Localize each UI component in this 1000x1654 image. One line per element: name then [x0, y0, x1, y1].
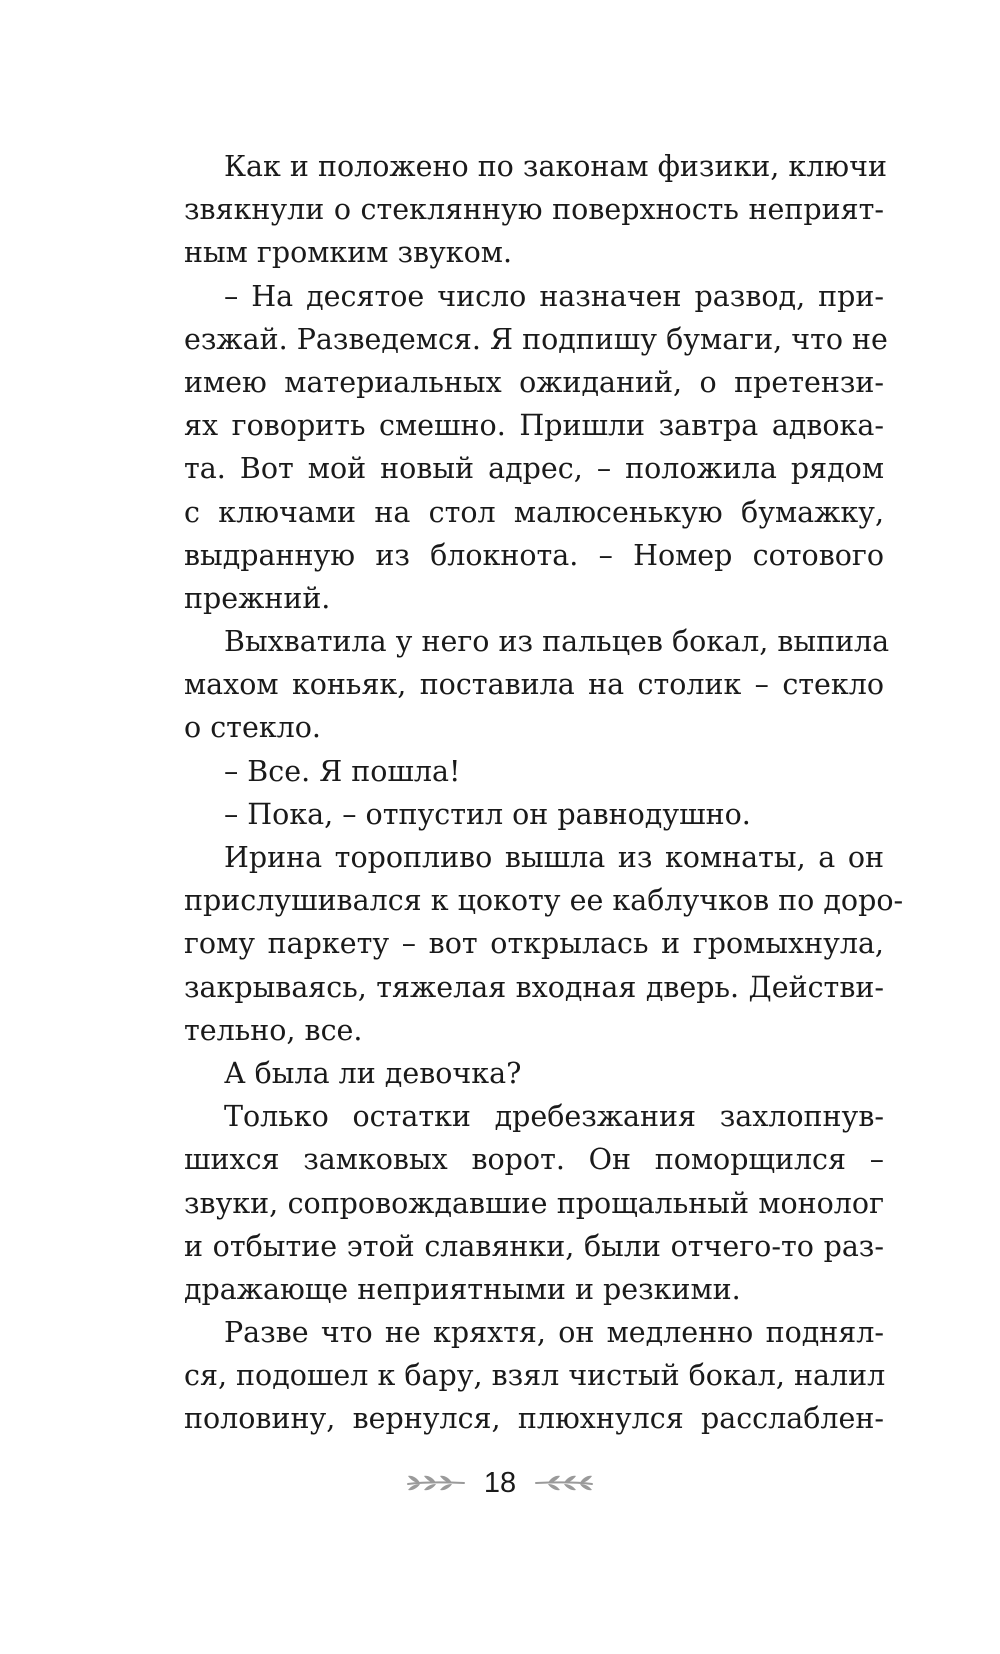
- text-line: Выхватила у него из пальцев бокал, выпила: [224, 625, 890, 659]
- text-line: прислушивался к цокоту ее каблучков по доро-: [184, 884, 904, 918]
- leaf-branch-right-icon: [534, 1472, 594, 1494]
- text-line: махом коньяк, поставила на столик – стекло: [184, 668, 884, 702]
- text-line: половину, вернулся, плюхнулся расслаблен-: [184, 1402, 884, 1436]
- text-line: звуки, сопровождавшие прощальный монолог: [184, 1186, 884, 1220]
- text-line: та. Вот мой новый адрес, – положила рядом: [184, 452, 884, 486]
- text-line: и отбытие этой славянки, были отчего-то раз-: [184, 1229, 884, 1263]
- text-line: ях говорить смешно. Пришли завтра адвока-: [184, 409, 884, 443]
- page-body-text: [184, 145, 904, 1441]
- text-line: прежний.: [184, 581, 331, 615]
- text-line: Только остатки дребезжания захлопнув-: [224, 1100, 884, 1134]
- text-line: с ключами на стол малюсенькую бумажку,: [184, 495, 884, 529]
- text-line: ся, подошел к бару, взял чистый бокал, налил: [184, 1359, 886, 1393]
- text-line: – Пока, – отпустил он равнодушно.: [224, 797, 751, 831]
- page-footer: [0, 1460, 1000, 1506]
- text-line: закрываясь, тяжелая входная дверь. Действи-: [184, 970, 884, 1004]
- text-line: дражающе неприятными и резкими.: [184, 1272, 741, 1306]
- text-line: Как и положено по законам физики, ключи: [224, 150, 887, 183]
- text-line: – Все. Я пошла!: [224, 754, 461, 788]
- text-line: ным громким звуком.: [184, 236, 513, 270]
- text-line: шихся замковых ворот. Он поморщился –: [184, 1143, 884, 1177]
- text-line: Разве что не кряхтя, он медленно поднял-: [224, 1316, 884, 1350]
- leaf-branch-left-icon: [406, 1472, 466, 1494]
- text-line: Ирина торопливо вышла из комнаты, а он: [224, 841, 884, 874]
- text-line: гому паркету – вот открылась и громыхнула,: [184, 927, 884, 961]
- text-line: А была ли девочка?: [224, 1056, 522, 1090]
- text-line: выдранную из блокнота. – Номер сотового: [184, 538, 884, 572]
- text-line: о стекло.: [184, 711, 321, 745]
- text-line: езжай. Разведемся. Я подпишу бумаги, что не: [184, 322, 888, 356]
- text-line: тельно, все.: [184, 1013, 363, 1047]
- text-line: звякнули о стеклянную поверхность неприят-: [184, 193, 884, 227]
- text-line: имею материальных ожиданий, о претензи-: [184, 365, 884, 399]
- page-number: 18: [483, 1467, 517, 1499]
- text-line: – На десятое число назначен развод, при-: [224, 279, 884, 313]
